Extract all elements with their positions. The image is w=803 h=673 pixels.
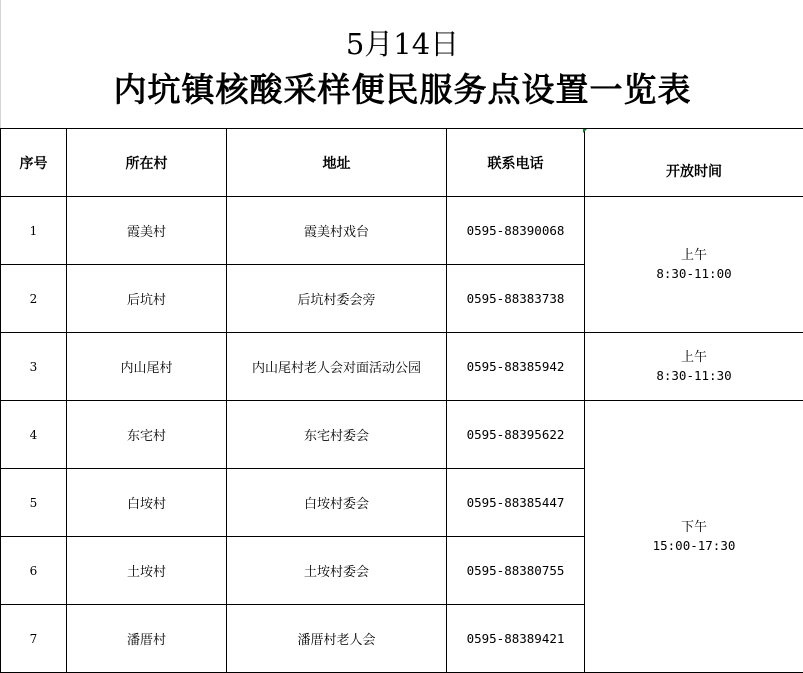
row-address: 内山尾村老人会对面活动公园: [227, 333, 447, 401]
row-address: 东宅村委会: [227, 401, 447, 469]
row-address: 后坑村委会旁: [227, 265, 447, 333]
hours-time: 8:30-11:30: [656, 367, 732, 383]
row-village: 东宅村: [67, 401, 227, 469]
header-hours: 开放时间: [585, 129, 803, 197]
row-village: 霞美村: [67, 197, 227, 265]
row-village: 后坑村: [67, 265, 227, 333]
row-address: 潘厝村老人会: [227, 605, 447, 673]
row-index: 6: [1, 537, 67, 605]
row-phone: 0595-88385942: [447, 333, 585, 401]
row-address: 土垵村委会: [227, 537, 447, 605]
row-address: 霞美村戏台: [227, 197, 447, 265]
header-address: 地址: [227, 129, 447, 197]
row-index: 7: [1, 605, 67, 673]
row-index: 1: [1, 197, 67, 265]
hours-time: 8:30-11:00: [656, 265, 732, 281]
hours-cell-afternoon: [585, 401, 803, 673]
row-index: 2: [1, 265, 67, 333]
row-phone: 0595-88380755: [447, 537, 585, 605]
row-village: 潘厝村: [67, 605, 227, 673]
title-area: [0, 0, 803, 128]
row-village: 土垵村: [67, 537, 227, 605]
hours-label: 上午: [680, 247, 707, 263]
title-date: 5月14日: [345, 27, 460, 61]
table-row: [1, 333, 803, 401]
title-main: 内坑镇核酸采样便民服务点设置一览表: [113, 70, 692, 109]
table-header-row: [1, 129, 803, 197]
hours-cell-morning-1: [585, 197, 803, 333]
hours-time: 15:00-17:30: [652, 537, 736, 553]
row-index: 5: [1, 469, 67, 537]
hours-label: 上午: [680, 349, 707, 365]
hours-label: 下午: [680, 519, 707, 535]
row-village: 内山尾村: [67, 333, 227, 401]
header-phone: 联系电话: [447, 129, 585, 197]
table-row: [1, 197, 803, 265]
header-index: 序号: [1, 129, 67, 197]
row-index: 4: [1, 401, 67, 469]
row-village: 白垵村: [67, 469, 227, 537]
row-phone: 0595-88385447: [447, 469, 585, 537]
row-index: 3: [1, 333, 67, 401]
row-phone: 0595-88395622: [447, 401, 585, 469]
row-phone: 0595-88383738: [447, 265, 585, 333]
hours-cell-morning-2: [585, 333, 803, 401]
sampling-points-table: [0, 128, 803, 673]
row-phone: 0595-88390068: [447, 197, 585, 265]
table-row: [1, 401, 803, 469]
row-phone: 0595-88389421: [447, 605, 585, 673]
row-address: 白垵村委会: [227, 469, 447, 537]
cell-comment-marker: [583, 129, 587, 133]
header-village: 所在村: [67, 129, 227, 197]
